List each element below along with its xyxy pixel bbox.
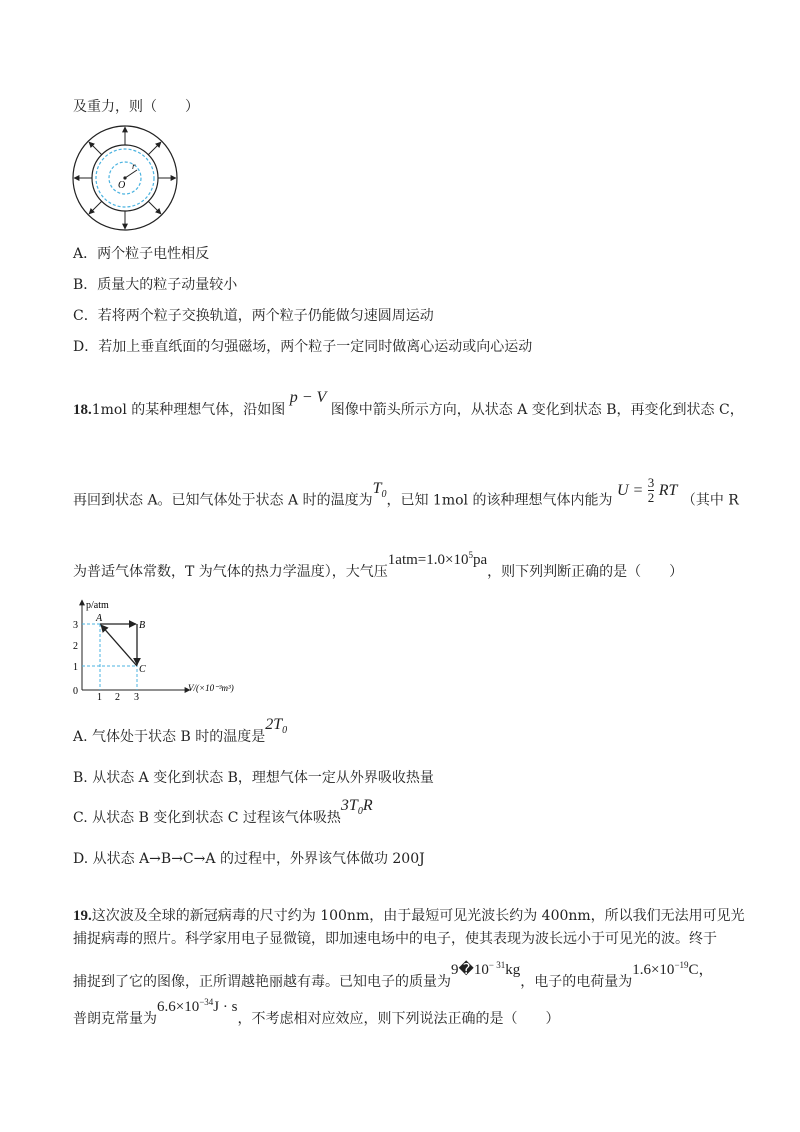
y-tick-3: 3 [73,620,78,631]
q19-line-1: 19.这次波及全球的新冠病毒的尺寸约为 100nm，由于最短可见光波长约为 400nm，所以我们无法用可见光 [73,908,745,924]
q18-line-3 [73,550,684,582]
q18-line-1 [73,389,744,420]
y-tick-2: 2 [73,641,78,652]
q18-line1-b: 图像中箭头所示方向，从状态 A 变化到状态 B，再变化到状态 C， [330,402,744,418]
point-C-label: C [139,664,146,675]
x-tick-3: 3 [134,692,139,702]
x-axis-label: V/(×10⁻³m³) [188,683,234,693]
T0-symbol: $T_0$ [372,479,387,500]
x-tick-2: 2 [115,692,120,702]
radius-label-r: r [132,161,136,171]
q18-option-b: B. 从状态 A 变化到状态 B，理想气体一定从外界吸收热量 [73,770,434,786]
q18-line2-b: ，已知 1mol 的该种理想气体内能为 [386,492,613,509]
q17-option-b: B．质量大的粒子动量较小 [73,277,238,293]
pv-label: p − V [289,389,327,406]
q18-option-a: A. 气体处于状态 B 时的温度是$2T_0$ [73,716,288,745]
q18-line3-a: 为普适气体常数，T 为气体的热力学温度），大气压 [73,564,388,580]
point-B-label: B [139,620,146,631]
q19-number: 19. [73,908,92,924]
y-axis-label: p/atm [86,600,109,611]
q18-line2-c: （其中 R [681,492,739,509]
optA-math: $2T_0$ [265,716,288,737]
q18-line-2 [73,475,739,517]
q19-line-2: 捕捉病毒的照片。科学家用电子显微镜，即加速电场中的电子，使其表现为波长远小于可见光的波。终于 [73,931,717,947]
pv-graph [72,594,262,702]
point-A-label: A [96,613,103,624]
y-tick-1: 1 [73,662,78,673]
q18-option-d: D. 从状态 A→B→C→A 的过程中，外界该气体做功 200J [73,851,425,867]
q18-line3-b: ，则下列判断正确的是（ ） [487,564,684,580]
q18-option-c: C. 从状态 B 变化到状态 C 过程该气体吸热$3T_0R$ [73,797,373,826]
center-label-O: O [118,180,126,191]
x-tick-1: 1 [97,692,102,702]
q17-option-a: A．两个粒子电性相反 [73,246,210,262]
q17-option-d: D．若加上垂直纸面的匀强磁场，两个粒子一定同时做离心运动或向心运动 [73,339,533,355]
optC-math: $3T_0R$ [340,797,373,818]
atm-value: $1atm=1.0\times 10^5pa$ [387,550,488,568]
planck-constant: $6.6\times 10^{-34}J \cdot s$ [157,997,238,1015]
q18-number: 18. [73,402,92,418]
q17-intro: 及重力，则（ ） [73,99,199,115]
electron-charge: $1.6\times 10^{-19}C$， [632,960,714,978]
q18-line1-a: 1mol 的某种理想气体，沿如图 [91,402,286,418]
q19-line-4: 普朗克常量为$6.6\times 10^{-34}J \cdot s$，不考虑相对应效应，则下列说法正确的是（ ） [73,997,560,1027]
q19-line-3: 捕捉到了它的图像，正所谓越艳丽越有毒。已知电子的质量为$9�10^{- 31}kg$，电子的电荷量为$1.6\times 10^{-19}C$， [73,960,714,990]
origin-label: 0 [73,686,78,697]
internal-energy-formula: $U = \frac{3}{2}$ RT [616,475,678,505]
q18-line2-a: 再回到状态 A。已知气体处于状态 A 时的温度为 [73,492,373,509]
electron-mass: $9�10^{- 31}kg$ [451,960,521,978]
q17-option-c: C．若将两个粒子交换轨道，两个粒子仍能做匀速圆周运动 [73,308,434,324]
q17-figure [71,124,181,234]
